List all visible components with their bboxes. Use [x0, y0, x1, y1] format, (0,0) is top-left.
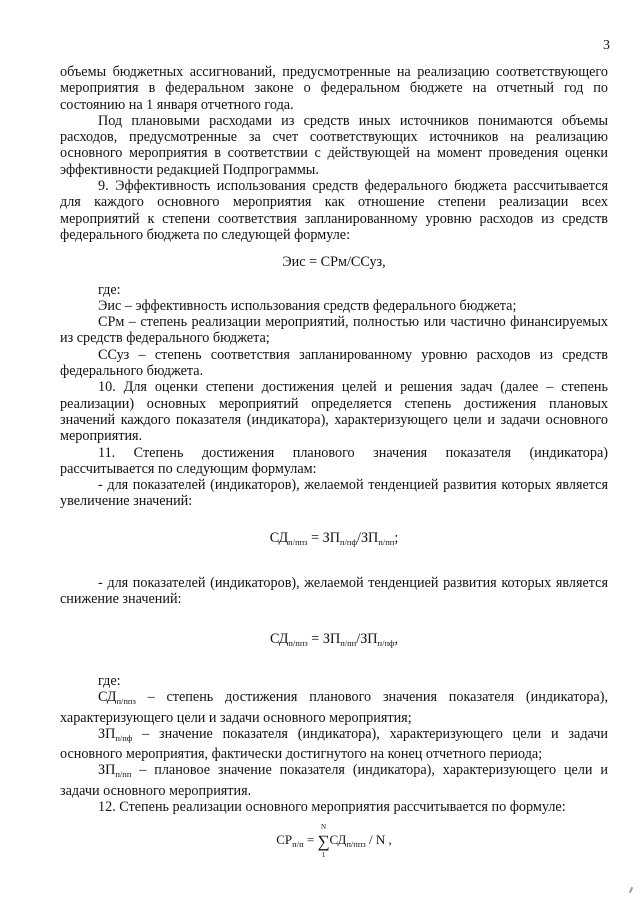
page-number: 3 [603, 38, 610, 53]
paragraph: Под плановыми расходами из средств иных источников понимаются объемы расходов, предусмотренные за счет соответствующих источников на реализацию основного мероприятия в соответствии с действующей на момент проведения оценки эффективности редакцией Подпрограммы. [60, 112, 608, 178]
formula-efficiency: Эис = СРм/ССуз, [282, 254, 386, 271]
paragraph-item-11: 11. Степень достижения планового значения показателя (индикатора) рассчитывается по следующим формулам: [60, 444, 608, 477]
where-label: где: [98, 672, 121, 689]
paragraph-item-10: 10. Для оценки степени достижения целей и решения задач (далее – степень реализации) основных мероприятий определяется степень достижения плановых значений каждого показателя (индикатора), характеризующего цели и задачи основного мероприятия. [60, 379, 608, 445]
paragraph: - для показателей (индикаторов), желаемой тенденцией развития которых является снижение значений: [60, 575, 608, 608]
sum-sign: N ∑ 1 [317, 822, 330, 859]
paragraph: - для показателей (индикаторов), желаемой тенденцией развития которых является увеличение значений: [60, 477, 608, 510]
definition: Эис – эффективность использования средств федерального бюджета; [98, 297, 517, 314]
definition: СРм – степень реализации мероприятий, полностью или частично финансируемых из средств федерального бюджета; [60, 314, 608, 347]
formula-increase: $СД_{п/ппз} = ЗП_{п/пф}/ЗП_{п/пп}$; [269, 529, 399, 547]
scan-mark [629, 887, 633, 893]
paragraph-item-12: 12. Степень реализации основного мероприятия рассчитывается по формуле: [98, 798, 566, 815]
paragraph-item-9: 9. Эффективность использования средств федерального бюджета рассчитывается для каждого основного мероприятия как отношение степени реализации всех мероприятий к степени соответствия запланированному уровню расходов из средств федерального бюджета по следующей формуле: [60, 178, 608, 243]
definition: ССуз – степень соответствия запланированному уровню расходов из средств федерального бюджета. [60, 346, 608, 380]
formula-decrease: $СД_{п/ппз} = ЗП_{п/пп}/ЗП_{п/пф}$, [269, 630, 399, 648]
definition: $ЗП_{п/пп}$ – плановое значение показателя (индикатора), характеризующего цели и задачи основного мероприятия. [60, 762, 608, 799]
definition: $ЗП_{п/пф}$ – значение показателя (индикатора), характеризующего цели и задачи основного мероприятия, фактически достигнутого на конец отчетного периода; [60, 725, 608, 763]
formula-realization-degree: $СР_{п/п}$ = N ∑ 1 $СД_{п/ппз}$ / N , [276, 822, 392, 859]
paragraph: объемы бюджетных ассигнований, предусмотренные на реализацию соответствующего мероприятия в федеральном законе о федеральном бюджете на отчетный год по состоянию на 1 января отчетного года. [60, 64, 608, 113]
where-label: где: [98, 281, 121, 298]
definition: $СД_{п/ппз}$ – степень достижения планового значения показателя (индикатора), характеризующего цели и задачи основного мероприятия; [60, 689, 608, 726]
document-body [60, 64, 608, 859]
